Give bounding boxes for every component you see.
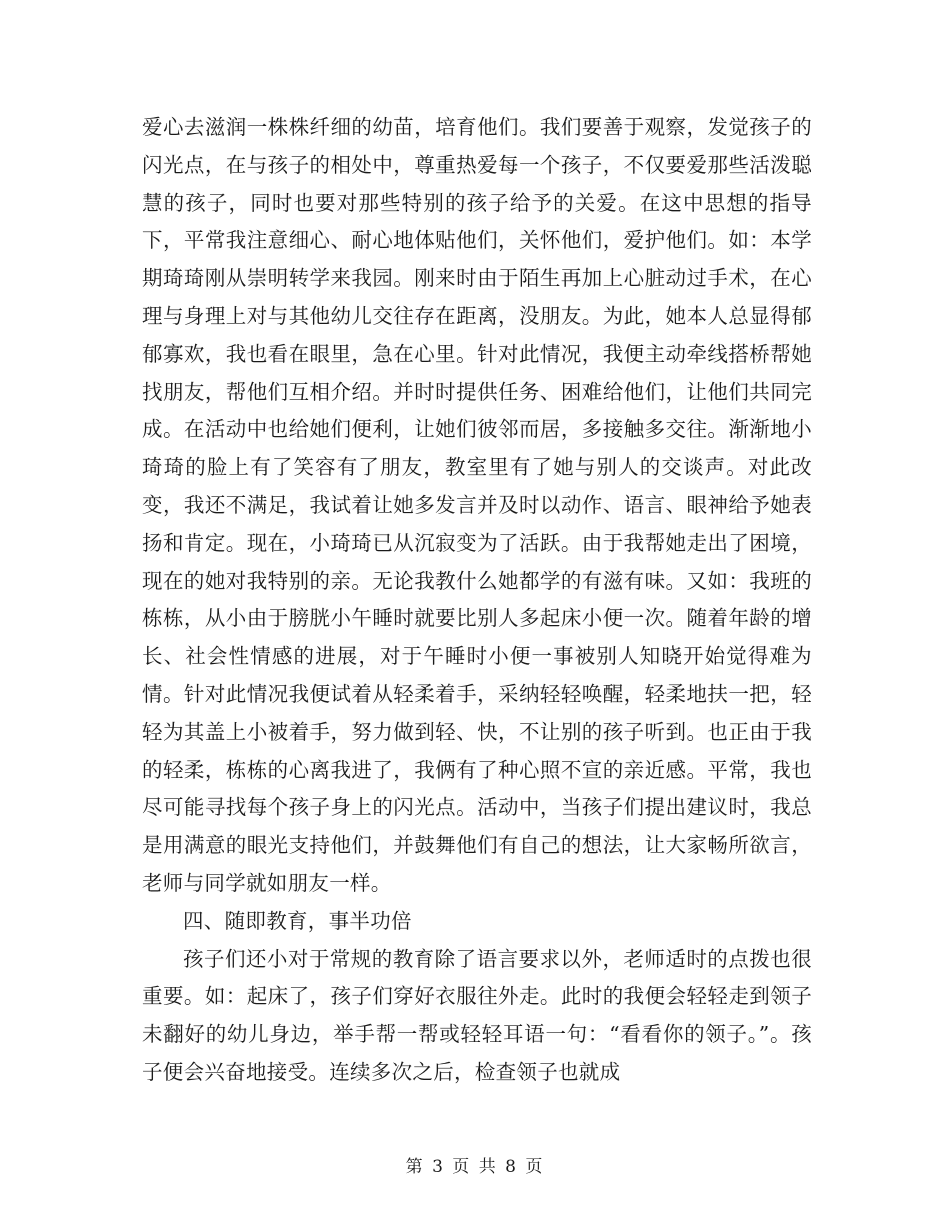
page-footer: 第 3 页 共 8 页 — [405, 1157, 545, 1177]
body-paragraph-1: 爱心去滋润一株株纤细的幼苗，培育他们。我们要善于观察，发觉孩子的闪光点，在与孩子的相处中，尊重热爱每一个孩子，不仅要爱那些活泼聪慧的孩子，同时也要对那些特别的孩子给予的关爱。在这中思想的指导下，平常我注意细心、耐心地体贴他们，关怀他们，爱护他们。如：本学期琦琦刚从崇明转学来我园。刚来时由于陌生再加上心脏动过手术，在心理与身理上对与其他幼儿交往存在距离，没朋友。为此，她本人总显得郁郁寡欢，我也看在眼里，急在心里。针对此情况，我便主动牵线搭桥帮她找朋友，帮他们互相介绍。并时时提供任务、困难给他们，让他们共同完成。在活动中也给她们便利，让她们彼邻而居，多接触多交往。渐渐地小琦琦的脸上有了笑容有了朋友，教室里有了她与别人的交谈声。对此改变，我还不满足，我试着让她多发言并及时以动作、语言、眼神给予她表扬和肯定。现在，小琦琦已从沉寂变为了活跃。由于我帮她走出了困境，现在的她对我特别的亲。无论我教什么她都学的有滋有味。又如：我班的栋栋，从小由于膀胱小午睡时就要比别人多起床小便一次。随着年龄的增长、社会性情感的进展，对于午睡时小便一事被别人知晓开始觉得难为情。针对此情况我便试着从轻柔着手，采纳轻轻唤醒，轻柔地扶一把，轻轻为其盖上小被着手，努力做到轻、快，不让别的孩子听到。也正由于我的轻柔，栋栋的心离我进了，我俩有了种心照不宣的亲近感。平常，我也尽可能寻找每个孩子身上的闪光点。活动中，当孩子们提出建议时，我总是用满意的眼光支持他们，并鼓舞他们有自己的想法，让大家畅所欲言，老师与同学就如朋友一样。 — [142, 115, 812, 895]
document-body — [142, 109, 812, 1092]
body-paragraph-2: 孩子们还小对于常规的教育除了语言要求以外，老师适时的点拨也很重要。如：起床了，孩子们穿好衣服往外走。此时的我便会轻轻走到领子未翻好的幼儿身边，举手帮一帮或轻轻耳语一句：“看看你的领子。”。孩子便会兴奋地接受。连续多次之后，检查领子也就成 — [142, 946, 812, 1084]
section-heading: 四、随即教育，事半功倍 — [183, 908, 412, 933]
